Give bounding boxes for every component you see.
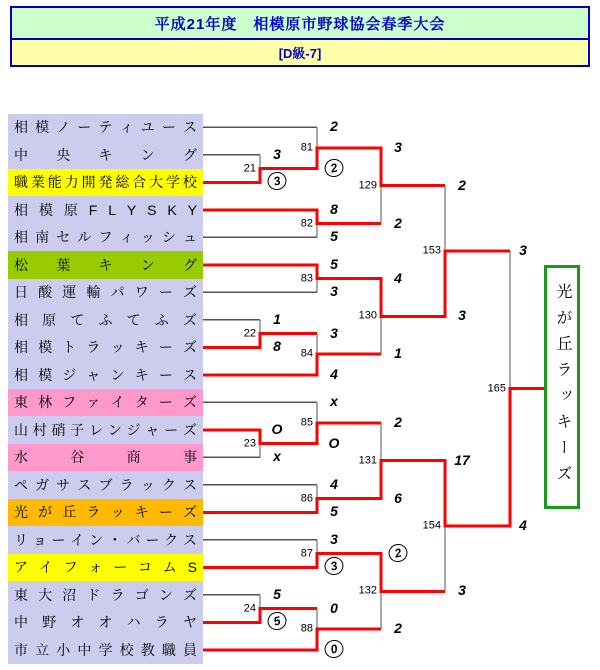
score-value: 5 <box>330 228 338 245</box>
team-name: 中 央 キ ン グ <box>14 146 197 163</box>
score-value: 5 <box>273 585 281 602</box>
score-value: 2 <box>394 620 402 637</box>
game-score-bottom <box>458 583 466 597</box>
game-score-bottom <box>273 339 281 353</box>
game-score-top <box>330 326 338 340</box>
game-number: 22 <box>243 327 256 339</box>
score-value: 4 <box>519 517 527 533</box>
score-value: 2 <box>330 118 338 135</box>
score-value: 4 <box>330 475 338 492</box>
team-name: 日 酸 運 輸 パ ワ ー ズ <box>14 284 197 301</box>
game-score-top <box>394 140 402 154</box>
circled-score: 2 <box>323 156 346 178</box>
tournament-class-label: [D級-7] <box>12 40 588 65</box>
score-value: 2 <box>394 413 402 430</box>
team-name: リ ョ ー イ ン ・ バ ー ク ス <box>14 531 197 548</box>
score-value: 2 <box>458 176 466 193</box>
game-number: 83 <box>300 272 313 284</box>
game-score-bottom <box>458 308 466 322</box>
game-score-top <box>458 178 466 192</box>
game-score-top <box>273 312 281 326</box>
tournament-title: 平成21年度 相模原市野球協会春季大会 <box>12 8 588 40</box>
game-score-bottom <box>268 612 287 630</box>
score-value: 3 <box>394 138 402 155</box>
game-score-bottom <box>394 346 402 360</box>
circled-score: 0 <box>323 638 346 660</box>
game-score-top <box>394 415 402 429</box>
game-number: 129 <box>358 179 377 192</box>
circled-score: 2 <box>387 541 410 563</box>
game-score-bottom <box>325 159 344 177</box>
game-score-top <box>330 477 338 491</box>
game-score-top <box>272 422 283 436</box>
team-name: 相 南 セ ル フ ィ ッ シ ュ <box>14 229 197 246</box>
game-number: 165 <box>487 382 506 394</box>
game-score-bottom <box>519 518 527 532</box>
game-score-top <box>330 119 338 133</box>
score-value: x <box>330 393 338 410</box>
score-value: 3 <box>519 242 527 258</box>
score-value: 4 <box>394 269 402 286</box>
game-number: 131 <box>358 454 377 467</box>
game-score-bottom <box>330 229 338 243</box>
score-value: 3 <box>458 582 466 599</box>
team-name: ア イ フ ォ ー コ ム S <box>14 559 197 576</box>
team-name: 中 野 オ オ ハ ラ ヤ <box>14 614 197 631</box>
score-value: 1 <box>394 345 402 362</box>
game-score-bottom <box>394 216 402 230</box>
score-value: 3 <box>330 324 338 341</box>
team-name: 職 業 能 力 開 発 総 合 大 学 校 <box>14 174 197 191</box>
score-value: 17 <box>454 451 470 468</box>
score-value: O <box>271 420 283 437</box>
score-value: 3 <box>330 530 338 547</box>
team-name: 山 村 硝 子 レ ン ジ ャ ー ズ <box>14 421 197 438</box>
game-score-top <box>330 532 338 546</box>
game-score-top <box>519 243 527 257</box>
team-name: 相 模 ジ ャ ン キ ー ス <box>14 366 197 383</box>
game-score-top <box>273 587 281 601</box>
game-score-bottom <box>330 367 338 381</box>
score-value: 8 <box>330 200 338 217</box>
score-value: x <box>273 448 281 465</box>
game-number: 87 <box>300 547 313 559</box>
game-score-top <box>330 202 338 216</box>
game-score-bottom <box>268 172 287 190</box>
score-value: O <box>328 434 340 451</box>
game-score-top <box>330 257 338 271</box>
team-name: 水 谷 商 事 <box>14 449 197 466</box>
game-score-bottom <box>330 504 338 518</box>
game-score-top <box>330 601 338 615</box>
score-value: 3 <box>458 307 466 324</box>
game-score-top <box>330 394 338 408</box>
score-value: 2 <box>394 214 402 231</box>
game-score-top <box>389 544 408 562</box>
team-name: 相 模 ノ ー テ ィ ユ ー ス <box>14 119 197 136</box>
game-number: 153 <box>422 244 441 257</box>
team-name: ペ ガ サ ス ブ ラ ッ ク ス <box>14 476 197 493</box>
team-name: 東 林 フ ァ イ タ ー ズ <box>14 394 197 411</box>
score-value: 1 <box>273 310 281 327</box>
game-score-top <box>454 453 470 467</box>
game-number: 154 <box>422 519 441 532</box>
champion-name: 光が丘ラッキーズ <box>554 283 571 491</box>
score-value: 6 <box>394 489 402 506</box>
game-number: 81 <box>300 141 313 154</box>
champion-box <box>544 265 580 509</box>
score-value: 3 <box>330 283 338 300</box>
circled-score: 3 <box>266 170 289 192</box>
game-score-bottom <box>394 491 402 505</box>
score-value: 8 <box>273 338 281 355</box>
game-number: 84 <box>300 347 313 360</box>
game-score-top <box>273 147 281 161</box>
game-number: 88 <box>300 622 313 635</box>
game-score-bottom <box>325 640 344 658</box>
circled-score: 3 <box>323 555 346 577</box>
game-score-bottom <box>273 449 281 463</box>
score-value: 0 <box>330 599 338 616</box>
score-value: 4 <box>330 365 338 382</box>
circled-score: 5 <box>266 610 289 632</box>
game-number: 85 <box>300 416 313 429</box>
game-number: 23 <box>243 437 256 449</box>
score-value: 5 <box>330 503 338 520</box>
team-name: 相 模 原 F L Y S K Y <box>14 201 197 218</box>
game-number: 24 <box>243 602 256 614</box>
game-number: 82 <box>300 217 313 229</box>
game-score-bottom <box>394 621 402 635</box>
game-number: 130 <box>358 309 377 322</box>
team-name: 東 大 沼 ド ラ ゴ ン ズ <box>14 586 197 603</box>
team-name: 光 が 丘 ラ ッ キ ー ズ <box>14 504 197 521</box>
score-value: 5 <box>330 255 338 272</box>
team-name: 相 模 ト ラ ッ キ ー ズ <box>14 339 197 356</box>
game-number: 21 <box>243 162 256 174</box>
game-score-bottom <box>325 557 344 575</box>
game-score-top <box>394 271 402 285</box>
game-number: 86 <box>300 492 313 504</box>
game-score-bottom <box>330 284 338 298</box>
game-number: 132 <box>358 584 377 597</box>
game-score-bottom <box>329 436 340 450</box>
team-name: 松 葉 キ ン グ <box>14 256 197 273</box>
team-name: 市 立 小 中 学 校 教 職 員 <box>14 641 197 658</box>
team-name: 相 原 て ふ て ふ ズ <box>14 311 197 328</box>
score-value: 3 <box>273 145 281 162</box>
